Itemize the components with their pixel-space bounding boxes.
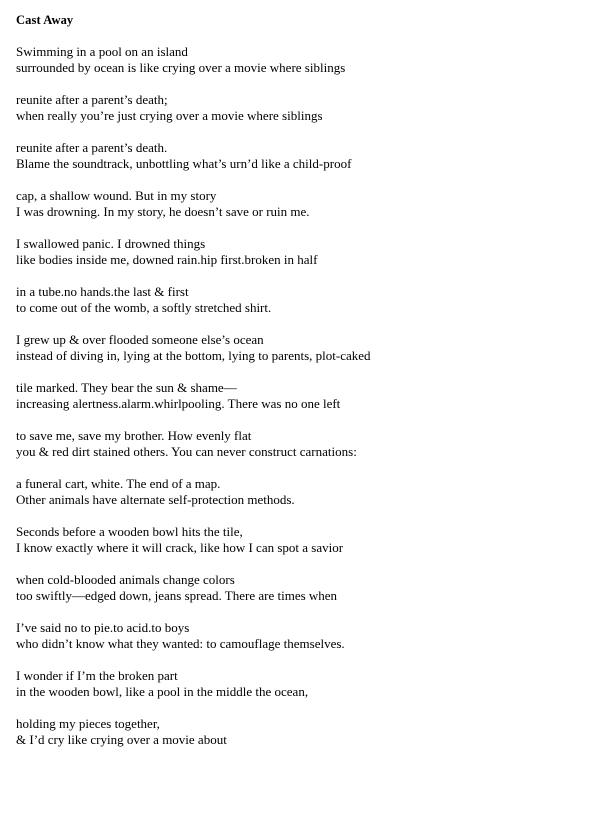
stanza (16, 716, 600, 748)
poem-line: I wonder if I’m the broken part (16, 668, 178, 683)
poem-line: in a tube.no hands.the last & first (16, 284, 189, 299)
poem-line: I swallowed panic. I drowned things (16, 236, 206, 251)
poem-line: increasing alertness.alarm.whirlpooling. There was no one left (16, 396, 341, 411)
poem-line: like bodies inside me, downed rain.hip first.broken in half (16, 252, 318, 267)
stanza (16, 140, 600, 172)
poem-line: Swimming in a pool on an island (16, 44, 188, 59)
poem-line: I’ve said no to pie.to acid.to boys (16, 620, 190, 635)
stanza (16, 380, 600, 412)
poem-line: reunite after a parent’s death. (16, 140, 168, 155)
poem-line: too swiftly—edged down, jeans spread. There are times when (16, 588, 338, 603)
stanza (16, 92, 600, 124)
stanza (16, 476, 600, 508)
stanza (16, 236, 600, 268)
poem-line: tile marked. They bear the sun & shame— (16, 380, 237, 395)
poem-line: reunite after a parent’s death; (16, 92, 168, 107)
poem-line: when really you’re just crying over a movie where siblings (16, 108, 323, 123)
stanza (16, 284, 600, 316)
page-title: Cast Away (16, 13, 74, 27)
poem-line: in the wooden bowl, like a pool in the middle the ocean, (16, 684, 309, 699)
poem-line: surrounded by ocean is like crying over a movie where siblings (16, 60, 346, 75)
stanza (16, 524, 600, 556)
stanza (16, 44, 600, 76)
poem-line: to save me, save my brother. How evenly flat (16, 428, 252, 443)
stanza (16, 668, 600, 700)
stanza (16, 572, 600, 604)
poem-line: instead of diving in, lying at the bottom, lying to parents, plot-caked (16, 348, 371, 363)
poem-line: when cold-blooded animals change colors (16, 572, 235, 587)
poem-line: a funeral cart, white. The end of a map. (16, 476, 221, 491)
stanza (16, 428, 600, 460)
poem-line: you & red dirt stained others. You can never construct carnations: (16, 444, 357, 459)
poem-line: holding my pieces together, (16, 716, 160, 731)
stanza (16, 620, 600, 652)
poem-line: I know exactly where it will crack, like how I can spot a savior (16, 540, 344, 555)
poem-line: I grew up & over flooded someone else’s ocean (16, 332, 264, 347)
poem-line: & I’d cry like crying over a movie about (16, 732, 227, 747)
poem-line: I was drowning. In my story, he doesn’t save or ruin me. (16, 204, 310, 219)
poem-line: to come out of the womb, a softly stretched shirt. (16, 300, 272, 315)
poem-line: Blame the soundtrack, unbottling what’s urn’d like a child-proof (16, 156, 352, 171)
stanza (16, 332, 600, 364)
poem-line: cap, a shallow wound. But in my story (16, 188, 217, 203)
poem-line: Seconds before a wooden bowl hits the tile, (16, 524, 243, 539)
poem-body (16, 44, 600, 748)
stanza (16, 188, 600, 220)
poem-line: Other animals have alternate self-protection methods. (16, 492, 295, 507)
poem-line: who didn’t know what they wanted: to camouflage themselves. (16, 636, 345, 651)
